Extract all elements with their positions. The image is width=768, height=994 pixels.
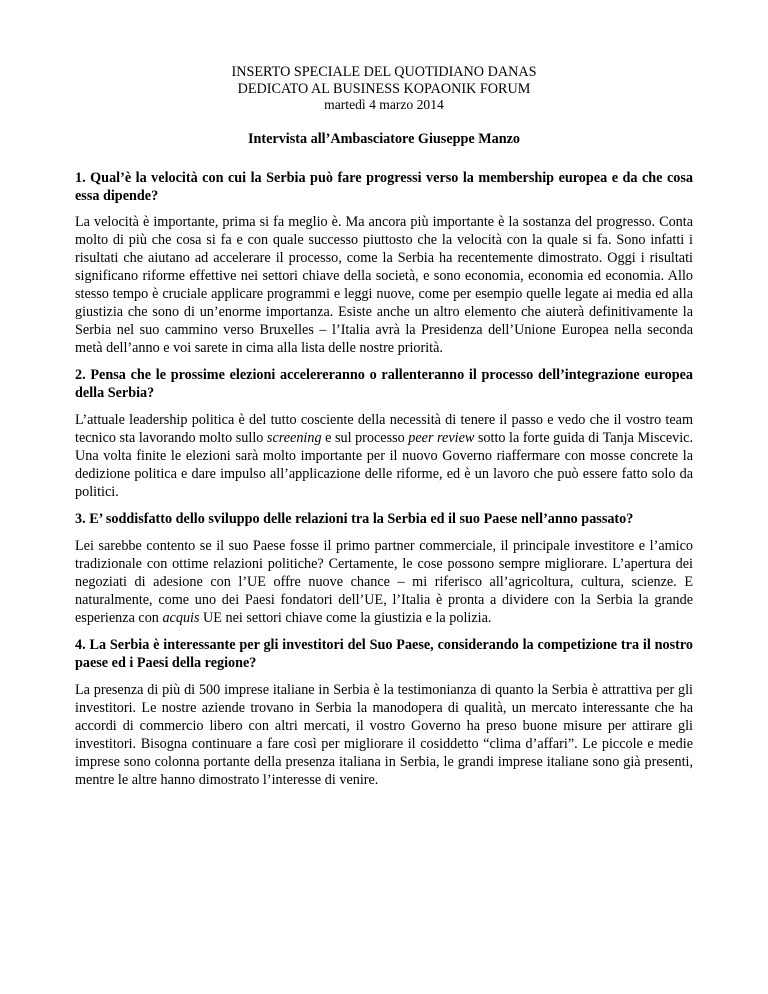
document-page xyxy=(75,64,693,789)
answer-1: La velocità è importante, prima si fa meglio è. Ma ancora più importante è la sostanza del progresso. Conta molto di più che cosa si fa e con quale successo piuttosto che la velocità con la quale si fa. Sono infatti i risultati che aiutano ad accelerare il processo, come la Serbia ha recentemente dimostrato. Oggi i risultati significano riforme effettive nei settori chiave della società, e sono economia, economia ed economia. Allo stesso tempo è cruciale applicare programmi e leggi nuove, come per esempio quelle legate ai media ed alla giustizia che sono di un’enorme importanza. Esiste anche un altro elemento che aiuterà definitivamente la Serbia nel suo cammino verso Bruxelles – l’Italia avrà la Presidenza dell’Unione Europea nella seconda metà dell’anno e voi sarete in cima alla lista delle nostre priorità. xyxy=(75,213,693,356)
answer-2-term-peer-review: peer review xyxy=(408,429,475,446)
header-line-1: INSERTO SPECIALE DEL QUOTIDIANO DANAS xyxy=(231,64,537,80)
interview-title: Intervista all’Ambasciatore Giuseppe Manzo xyxy=(247,130,521,147)
answer-2-text: e sul processo xyxy=(321,429,409,446)
answer-3 xyxy=(75,537,693,627)
question-2: 2. Pensa che le prossime elezioni accelereranno o rallenteranno il processo dell’integrazione europea della Serbia? xyxy=(75,366,693,401)
answer-3-text: Lei sarebbe contento se il suo Paese fosse il primo partner commerciale, il principale investitore e l’amico tradizionale con ottime relazioni politiche? Certamente, le cose possono sempre migliorare. L’apertura dei negoziati di adesione con l’UE offre nuove chance – mi riferisco all’agricoltura, cultura, scienze. E naturalmente, come uno dei Paesi fondatori dell’UE, l’Italia è pronta a dividere con la Serbia la grande esperienza con xyxy=(75,537,693,626)
answer-2-text: L’attuale leadership politica è del tutto cosciente della necessità di tenere il passo e vedo che il vostro team tecnico sta lavorando molto sullo xyxy=(75,411,693,446)
answer-4: La presenza di più di 500 imprese italiane in Serbia è la testimonianza di quanto la Serbia è attrattiva per gli investitori. Le nostre aziende trovano in Serbia la manodopera di qualità, un mercato interessante che ha accordi di commercio libero con altri mercati, il vostro Governo ha preso buone misure per attirare gli investitori. Bisogna continuare a fare così per migliorare il cosiddetto “clima d’affari”. Le piccole e medie imprese sono colonna portante della presenza italiana in Serbia, le grandi imprese italiane sono già presenti, mentre le altre hanno dimostrato l’interesse di venire. xyxy=(75,681,693,788)
document-header xyxy=(75,64,693,114)
answer-2 xyxy=(75,411,693,501)
header-line-2: DEDICATO AL BUSINESS KOPAONIK FORUM xyxy=(237,80,531,97)
answer-2-term-screening: screening xyxy=(266,429,322,446)
answer-3-term-acquis: acquis xyxy=(162,609,200,626)
question-1: 1. Qual’è la velocità con cui la Serbia può fare progressi verso la membership europea e da che cosa essa dipende? xyxy=(75,169,693,204)
answer-2-text: sotto la forte guida di Tanja Miscevic. Una volta finite le elezioni sarà molto importante per il nuovo Governo riaffermare con mosse concrete la dedizione politica e dare impulso all’applicazione delle riforme, ed è un lavoro che può essere fatto solo da politici. xyxy=(75,429,693,500)
header-date: martedì 4 marzo 2014 xyxy=(324,97,444,112)
question-4: 4. La Serbia è interessante per gli investitori del Suo Paese, considerando la competizione tra il nostro paese ed i Paesi della regione? xyxy=(75,636,693,671)
answer-3-text: UE nei settori chiave come la giustizia e la polizia. xyxy=(199,609,492,626)
question-3: 3. E’ soddisfatto dello sviluppo delle relazioni tra la Serbia ed il suo Paese nell’anno passato? xyxy=(75,510,634,527)
